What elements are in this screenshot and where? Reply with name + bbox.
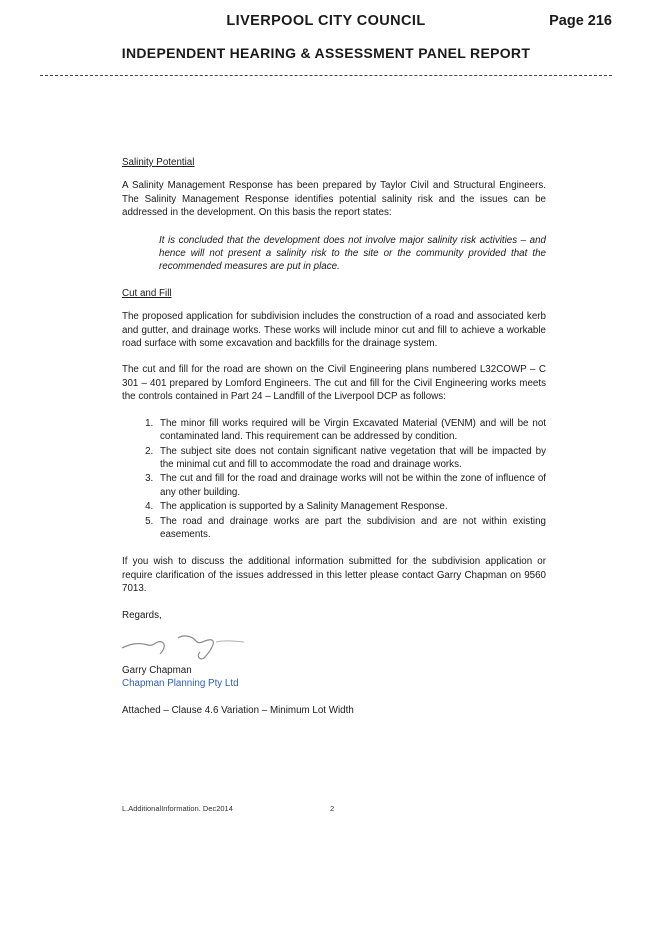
regards-text: Regards,	[122, 609, 162, 621]
cut-fill-paragraph-1: The proposed application for subdivision includes the construction of a road and associated kerb and gutter, and drainage works. These works will include minor cut and fill to achieve a workable road surface with some excavation and backfills for the drainage system.	[122, 311, 546, 350]
letter-body	[122, 156, 546, 717]
page-label: Page 216	[549, 13, 612, 29]
signatory-name: Garry Chapman	[122, 664, 192, 676]
closing-paragraph: If you wish to discuss the additional information submitted for the subdivision application or require clarification of the issues addressed in this letter please contact Garry Chapman on 9560 7013.	[122, 556, 546, 595]
salinity-paragraph: A Salinity Management Response has been prepared by Taylor Civil and Structural Engineers. The Salinity Management Response identifies potential salinity risk and the issues can be addressed in the development. On this basis the report states:	[122, 180, 546, 219]
signature-image	[120, 626, 260, 662]
list-item: 1. The minor fill works required will be Virgin Excavated Material (VENM) and will be not contaminated land. This requirement can be addressed by condition.	[156, 417, 546, 444]
council-title: LIVERPOOL CITY COUNCIL	[226, 13, 426, 29]
list-item: 5. The road and drainage works are part the subdivision and are not within existing easements.	[156, 515, 546, 542]
cut-fill-heading: Cut and Fill	[122, 287, 172, 299]
salinity-heading: Salinity Potential	[122, 157, 195, 168]
salinity-quote: It is concluded that the development does not involve major salinity risk activities – and hence will not present a salinity risk to the site or the community provided that the recommended measures are put in place.	[159, 234, 546, 273]
list-item: 2. The subject site does not contain significant native vegetation that will be impacted by the minimal cut and fill to accommodate the road and drainage works.	[156, 445, 546, 472]
report-subtitle: INDEPENDENT HEARING & ASSESSMENT PANEL REPORT	[121, 45, 531, 61]
header-divider	[40, 75, 612, 76]
controls-list	[122, 417, 546, 542]
list-item: 3. The cut and fill for the road and drainage works will not be within the zone of influence of any other building.	[156, 472, 546, 499]
cut-fill-paragraph-2: The cut and fill for the road are shown on the Civil Engineering plans numbered L32COWP – C 301 – 401 prepared by Lomford Engineers. The cut and fill for the Civil Engineering works meets the controls contained in Part 24 – Landfill of the Liverpool DCP as follows:	[122, 364, 546, 403]
attachment-note: Attached – Clause 4.6 Variation – Minimum Lot Width	[122, 704, 354, 716]
list-item: 4. The application is supported by a Salinity Management Response.	[156, 500, 546, 513]
footer-filename: L.AdditionalInformation. Dec2014	[122, 804, 233, 813]
company-name: Chapman Planning Pty Ltd	[122, 678, 239, 690]
footer-page-number: 2	[330, 804, 335, 813]
